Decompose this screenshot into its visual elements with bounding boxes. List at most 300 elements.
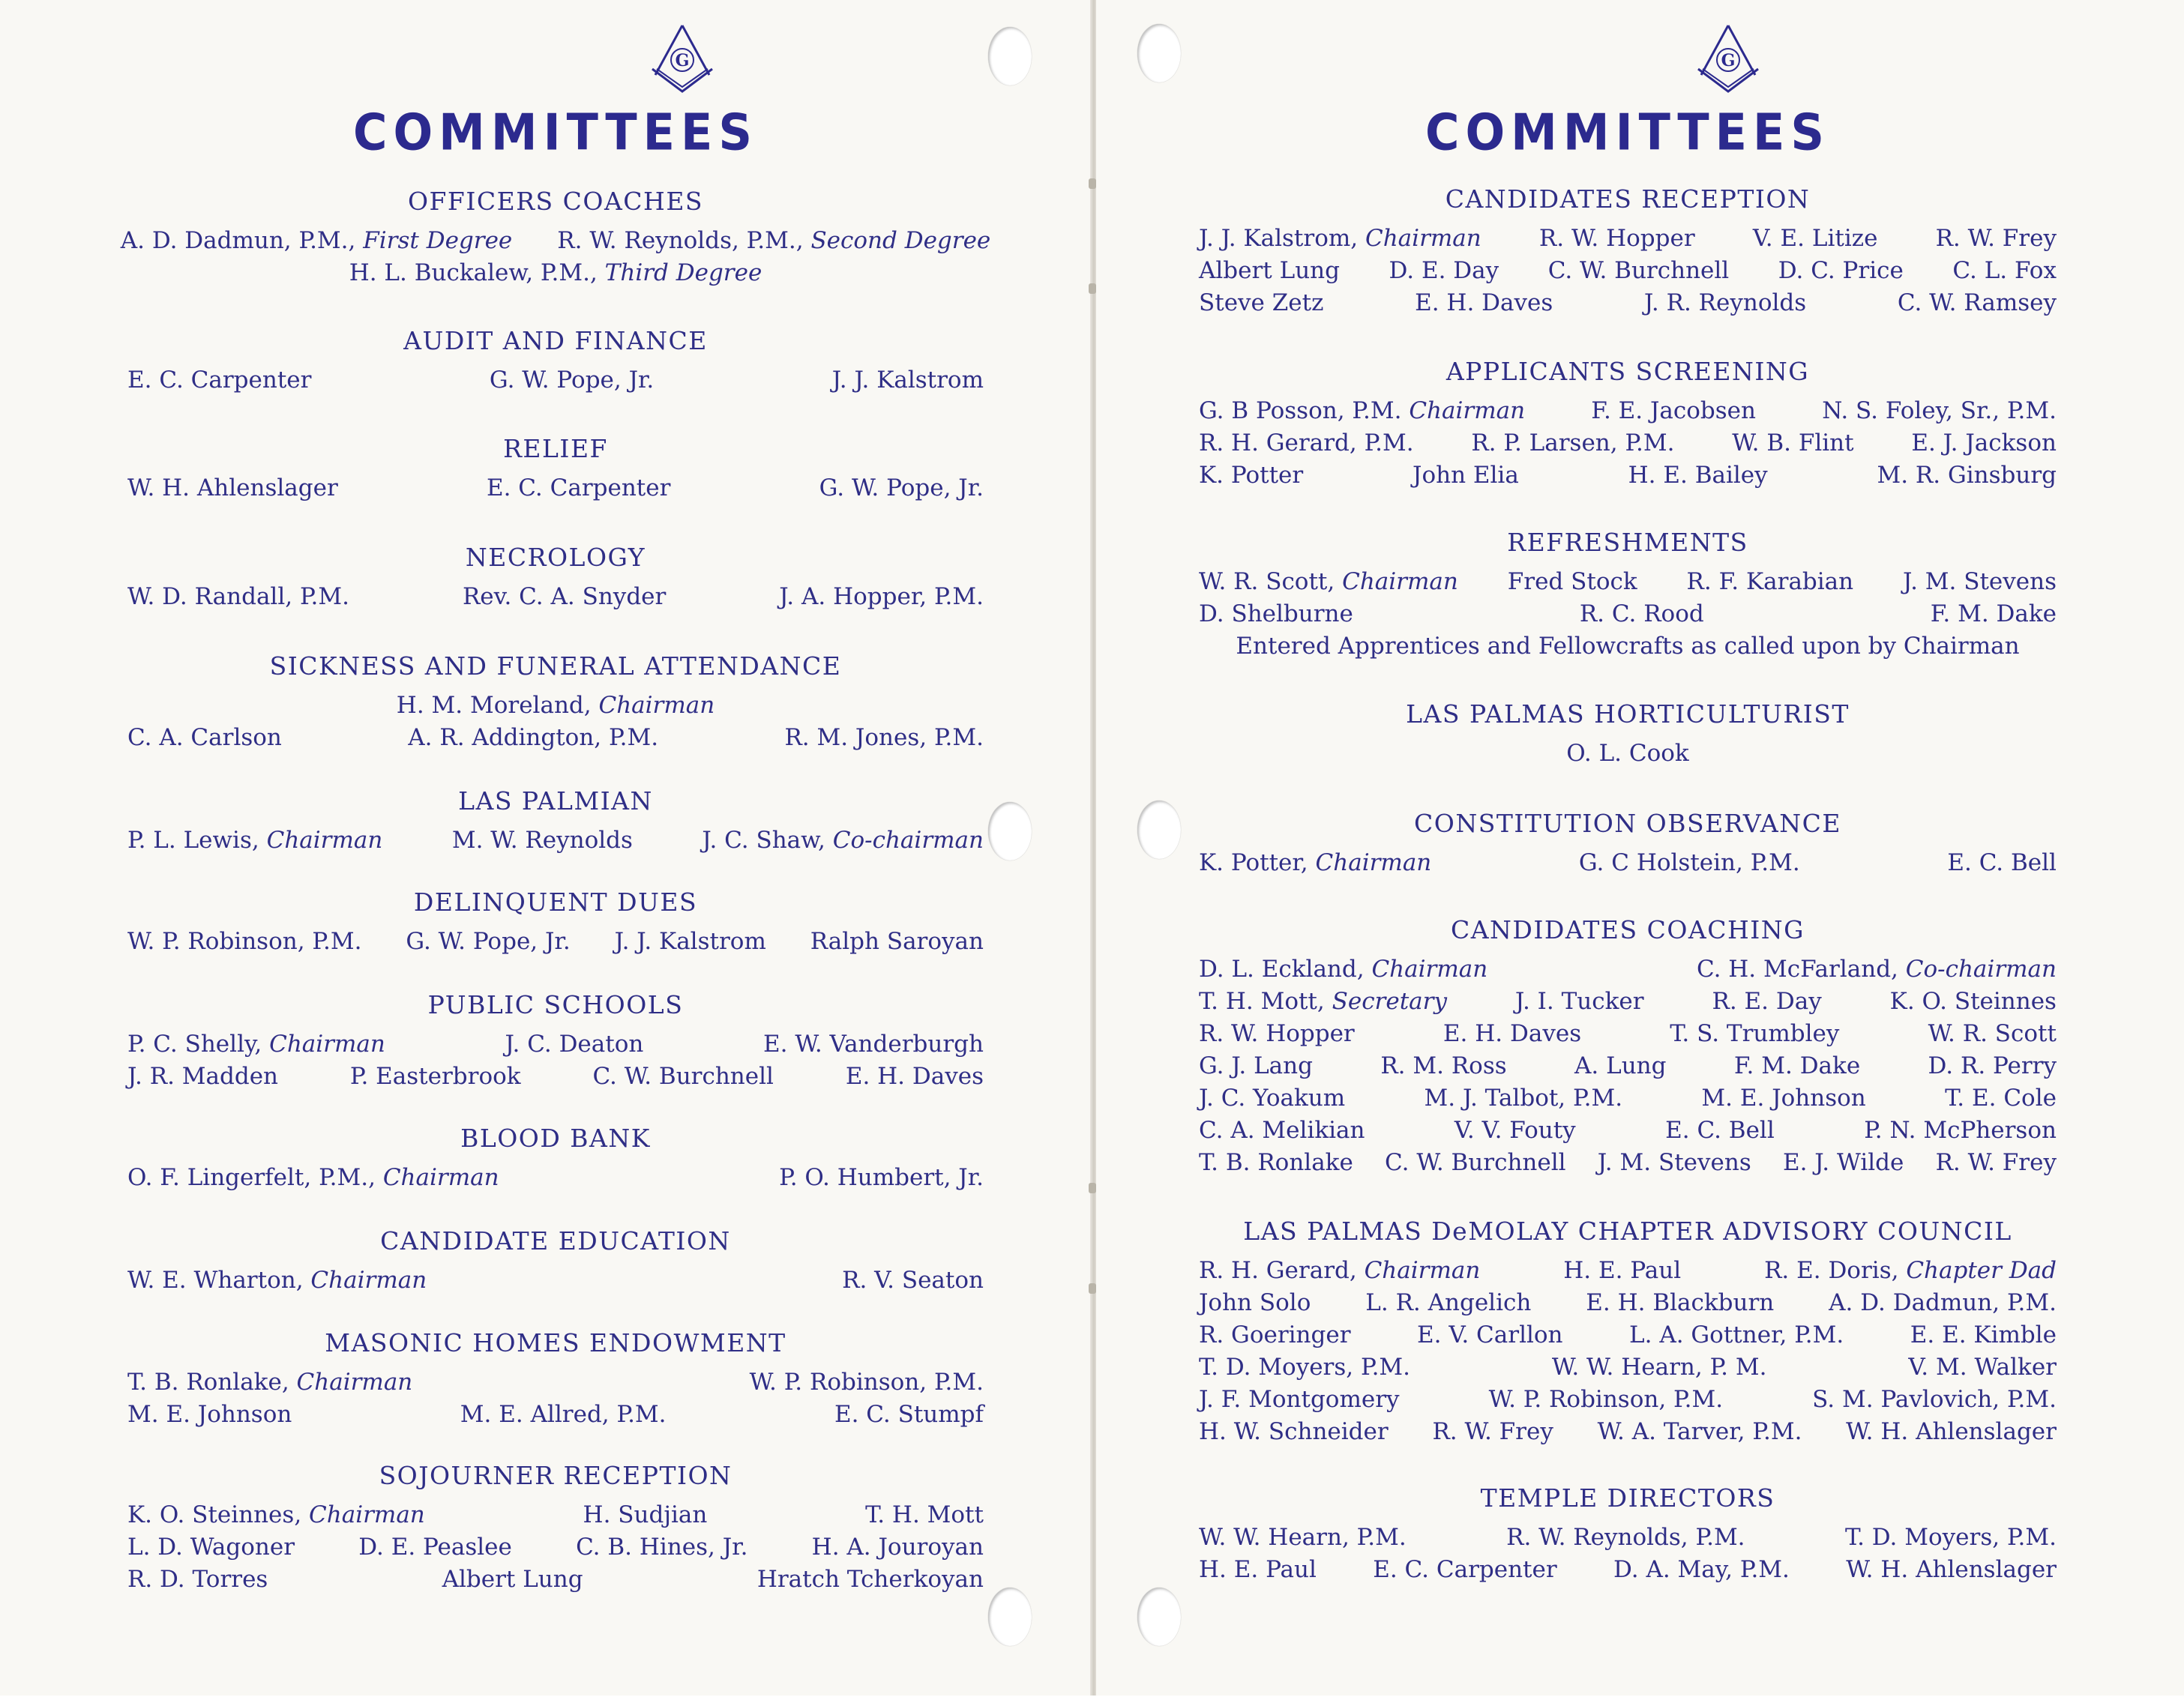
member-name: K. Potter, [1199, 849, 1308, 876]
member-row [1199, 1384, 2057, 1416]
committee-heading: NECROLOGY [465, 543, 646, 572]
member-role: Chairman [266, 827, 383, 854]
member-entry [1877, 459, 2057, 492]
member-entry [1864, 1115, 2057, 1147]
member-name: S. M. Pavlovich, P.M. [1812, 1386, 2057, 1413]
svg-text:G: G [675, 51, 690, 70]
member-entry [1665, 1115, 1775, 1147]
member-row [1199, 566, 2057, 598]
member-entry [1628, 459, 1768, 492]
staple [1089, 178, 1096, 189]
member-name: T. B. Ronlake [1199, 1149, 1353, 1176]
member-entry [1936, 1147, 2057, 1179]
member-name: H. Sudjian [583, 1501, 708, 1528]
member-entry [1947, 847, 2057, 879]
member-entry [1425, 1082, 1623, 1115]
member-name: E. H. Daves [1443, 1020, 1582, 1047]
member-entry [1598, 1416, 1802, 1448]
committee-temple-directors [1199, 1484, 2057, 1586]
member-entry [832, 364, 984, 397]
member-name: H. E. Bailey [1628, 462, 1768, 489]
member-role: Third Degree [604, 259, 762, 286]
member-name: P. Easterbrook [349, 1063, 521, 1090]
binder-hole-top [988, 27, 1032, 85]
member-row [127, 690, 984, 722]
committee-las-palmas-demolay-chapter-advisory-council [1199, 1217, 2057, 1448]
member-name: W. P. Robinson, P.M. [1488, 1386, 1724, 1413]
member-name: D. E. Day [1389, 257, 1499, 284]
member-role: Chairman [269, 1031, 385, 1058]
member-row [127, 581, 984, 613]
member-name: M. J. Talbot, P.M. [1424, 1085, 1623, 1112]
member-name: H. A. Jouroyan [811, 1534, 984, 1561]
member-entry [1928, 1018, 2057, 1050]
member-entry [1579, 847, 1800, 879]
member-name: L. D. Wagoner [127, 1534, 295, 1561]
member-entry [1928, 1050, 2057, 1082]
member-row [1199, 255, 2057, 287]
member-role: Chairman [310, 1267, 427, 1294]
member-name: W. H. Ahlenslager [127, 474, 338, 501]
member-name: J. I. Tucker [1514, 988, 1644, 1015]
member-entry [1812, 1384, 2057, 1416]
member-name: G. J. Lang [1199, 1052, 1313, 1079]
member-name: C. W. Ramsey [1897, 289, 2057, 316]
member-row [1199, 223, 2057, 255]
member-name: C. A. Carlson [127, 724, 282, 751]
committee-candidates-reception [1199, 185, 2057, 319]
member-name: E. E. Kimble [1910, 1321, 2057, 1348]
member-name: R. W. Hopper [1538, 225, 1695, 252]
member-name: M. R. Ginsburg [1877, 462, 2057, 489]
member-entry [1199, 255, 1340, 287]
committee-heading: TEMPLE DIRECTORS [1480, 1483, 1775, 1513]
member-name: T. H. Mott [865, 1501, 984, 1528]
member-name: Fred Stock [1507, 568, 1637, 595]
member-name: K. O. Steinnes, [127, 1501, 302, 1528]
member-role: Chairman [296, 1369, 413, 1396]
member-name: A. D. Dadmun, P.M. [1829, 1289, 2057, 1316]
committee-heading: PUBLIC SCHOOLS [427, 990, 684, 1019]
member-name: G. W. Pope, Jr. [406, 928, 571, 955]
member-entry [1566, 738, 1688, 770]
member-row [1199, 1082, 2057, 1115]
committee-applicants-screening [1199, 358, 2057, 492]
member-role: Second Degree [810, 227, 991, 254]
member-entry [127, 1162, 499, 1194]
member-row [1199, 1255, 2057, 1287]
member-name: R. W. Hopper [1199, 1020, 1355, 1047]
member-entry [1552, 1351, 1767, 1384]
member-entry [557, 225, 990, 257]
member-entry [1734, 1050, 1860, 1082]
member-entry [127, 825, 382, 857]
committee-heading: LAS PALMAS DeMOLAY CHAPTER ADVISORY COUNCIL [1243, 1217, 2012, 1246]
member-entry [1908, 1351, 2057, 1384]
member-entry [1898, 287, 2057, 319]
member-name: D. Shelburne [1199, 600, 1353, 627]
member-role: Chairman [1365, 225, 1481, 252]
committee-audit-and-finance [127, 327, 984, 397]
member-entry [127, 1531, 295, 1564]
member-name: E. J. Wilde [1782, 1149, 1904, 1176]
committee-necrology [127, 543, 984, 613]
member-entry [1199, 1351, 1410, 1384]
member-name: W. B. Flint [1732, 429, 1854, 456]
member-entry [779, 581, 984, 613]
member-entry [1199, 1018, 1355, 1050]
member-name: J. J. Kalstrom [614, 928, 766, 955]
member-name: D. R. Perry [1928, 1052, 2057, 1079]
member-entry [1846, 1554, 2057, 1586]
member-name: K. O. Steinnes [1889, 988, 2057, 1015]
member-name: W. H. Ahlenslager [1846, 1556, 2057, 1583]
member-name: J. C. Yoakum [1199, 1085, 1346, 1112]
member-entry [583, 1499, 708, 1531]
member-entry [487, 472, 670, 504]
member-entry [349, 257, 762, 289]
member-row [1199, 1522, 2057, 1554]
committee-heading: AUDIT AND FINANCE [403, 326, 708, 355]
member-row [127, 722, 984, 754]
staple [1089, 1183, 1096, 1193]
member-entry [1443, 1018, 1581, 1050]
member-name: D. E. Peaslee [358, 1534, 512, 1561]
committee-public-schools [127, 991, 984, 1093]
member-name: R. W. Frey [1935, 1149, 2057, 1176]
member-entry [1508, 566, 1637, 598]
member-entry [1764, 1255, 2057, 1287]
member-entry [121, 225, 513, 257]
member-row [1199, 1319, 2057, 1351]
member-entry [127, 722, 282, 754]
member-name: T. D. Moyers, P.M. [1199, 1354, 1411, 1381]
member-entry [1591, 395, 1756, 427]
member-row [127, 1028, 984, 1061]
committee-las-palmian [127, 787, 984, 857]
member-entry [757, 1564, 984, 1596]
member-entry [1697, 953, 2057, 986]
member-role: Co-chairman [1905, 956, 2057, 983]
member-name: R. M. Jones, P.M. [784, 724, 984, 751]
member-name: T. E. Cole [1945, 1085, 2057, 1112]
member-name: H. M. Moreland, [396, 692, 592, 719]
committee-heading: CANDIDATES COACHING [1450, 915, 1805, 944]
member-name: J. A. Hopper, P.M. [779, 583, 984, 610]
binder-hole-bottom [988, 1588, 1032, 1646]
member-row [1199, 459, 2057, 492]
member-entry [702, 825, 984, 857]
member-entry [408, 722, 658, 754]
member-name: H. E. Paul [1199, 1556, 1317, 1583]
member-entry [865, 1499, 984, 1531]
member-name: W. R. Scott [1928, 1020, 2057, 1047]
member-entry [1365, 1287, 1531, 1319]
member-name: R. Goeringer [1199, 1321, 1351, 1348]
member-name: C. W. Burchnell [1547, 257, 1730, 284]
member-row [127, 257, 984, 289]
member-entry [1644, 287, 1806, 319]
member-entry [463, 581, 666, 613]
member-entry [1455, 1115, 1576, 1147]
member-entry [1829, 1287, 2057, 1319]
right-page [1096, 0, 2184, 1696]
member-name: D. C. Price [1778, 257, 1904, 284]
member-name: H. L. Buckalew, P.M., [349, 259, 598, 286]
committee-heading: MASONIC HOMES ENDOWMENT [325, 1328, 786, 1357]
member-entry [779, 1162, 984, 1194]
member-name: J. J. Kalstrom, [1199, 225, 1359, 252]
committee-heading: RELIEF [503, 434, 608, 463]
member-entry [127, 1399, 292, 1431]
committee-constitution-observance [1199, 810, 2057, 879]
member-name: Albert Lung [1199, 257, 1340, 284]
member-entry [1432, 1416, 1553, 1448]
member-entry [1613, 1554, 1790, 1586]
committee-delinquent-dues [127, 888, 984, 958]
member-name: H. W. Schneider [1199, 1418, 1389, 1445]
member-entry [1753, 223, 1878, 255]
member-entry [1199, 1050, 1313, 1082]
member-name: J. R. Reynolds [1643, 289, 1807, 316]
binder-hole-middle [1137, 801, 1181, 859]
member-entry [1199, 953, 1487, 986]
member-name: G. C Holstein, P.M. [1578, 849, 1800, 876]
member-entry [812, 1531, 984, 1564]
member-name: John Elia [1413, 462, 1519, 489]
member-row [127, 1366, 984, 1399]
committee-sickness-and-funeral-attendance [127, 652, 984, 754]
member-name: W. A. Tarver, P.M. [1597, 1418, 1802, 1445]
member-entry [1380, 1050, 1506, 1082]
member-row [1199, 427, 2057, 459]
member-row [1199, 1018, 2057, 1050]
member-row [1199, 1416, 2057, 1448]
member-name: P. C. Shelly, [127, 1031, 262, 1058]
member-role: Chairman [382, 1164, 499, 1191]
committee-heading: LAS PALMIAN [458, 786, 653, 816]
member-row [1199, 738, 2057, 770]
member-entry [127, 364, 311, 397]
committee-heading: SICKNESS AND FUNERAL ATTENDANCE [269, 651, 842, 681]
member-entry [1199, 986, 1447, 1018]
member-entry [1199, 1319, 1351, 1351]
committee-heading: CANDIDATE EDUCATION [380, 1226, 731, 1256]
committee-candidate-education [127, 1227, 984, 1297]
member-name: P. N. McPherson [1864, 1117, 2057, 1144]
member-row [120, 225, 991, 257]
member-name: J. C. Deaton [505, 1031, 644, 1058]
member-name: T. B. Ronlake, [127, 1369, 289, 1396]
member-name: C. W. Burchnell [592, 1063, 774, 1090]
member-row [1199, 630, 2057, 663]
binder-hole-middle [988, 802, 1032, 860]
member-entry [1199, 1416, 1389, 1448]
committee-heading: REFRESHMENTS [1507, 528, 1748, 557]
member-name: R. P. Larsen, P.M. [1471, 429, 1675, 456]
member-entry [127, 926, 361, 958]
member-name: E. C. Carpenter [127, 367, 312, 394]
member-name: N. S. Foley, Sr., P.M. [1822, 397, 2057, 424]
member-entry [127, 1366, 412, 1399]
member-entry [1413, 459, 1519, 492]
member-name: E. C. Bell [1947, 849, 2057, 876]
member-role: Chairman [1409, 397, 1526, 424]
member-name: A. D. Dadmun, P.M., [120, 227, 356, 254]
member-entry [127, 1499, 425, 1531]
member-row [1199, 1147, 2057, 1179]
member-entry [1199, 1147, 1353, 1179]
member-entry [810, 926, 984, 958]
member-row [127, 1265, 984, 1297]
member-name: J. F. Montgomery [1199, 1386, 1400, 1413]
page-title: COMMITTEES [352, 103, 759, 162]
member-entry [763, 1028, 984, 1061]
member-name: W. W. Hearn, P. M. [1551, 1354, 1767, 1381]
member-name: R. W. Reynolds, P.M. [1506, 1524, 1745, 1551]
member-row [1199, 1351, 2057, 1384]
committee-heading: APPLICANTS SCREENING [1446, 357, 1810, 386]
member-name: M. E. Johnson [127, 1401, 292, 1428]
svg-text:G: G [1721, 51, 1736, 70]
member-row [127, 1162, 984, 1194]
member-row [1199, 847, 2057, 879]
square-compass-g-emblem-icon [648, 22, 717, 96]
committee-relief [127, 435, 984, 504]
member-row [127, 1564, 984, 1596]
member-name: E. C. Carpenter [1373, 1556, 1557, 1583]
member-entry [1199, 223, 1481, 255]
member-entry [1580, 598, 1704, 630]
member-role: Chairman [1342, 568, 1458, 595]
member-entry [1199, 1287, 1311, 1319]
member-name: M. E. Allred, P.M. [460, 1401, 667, 1428]
member-entry [784, 722, 984, 754]
member-name: V. M. Walker [1908, 1354, 2057, 1381]
member-entry [819, 472, 984, 504]
member-name: R. W. Frey [1935, 225, 2057, 252]
member-entry [460, 1399, 667, 1431]
member-name: W. E. Wharton, [127, 1267, 304, 1294]
member-name: Steve Zetz [1199, 289, 1324, 316]
member-name: W. R. Scott, [1199, 568, 1335, 595]
member-entry [127, 581, 349, 613]
member-name: G. W. Pope, Jr. [819, 474, 984, 501]
member-entry [1515, 986, 1644, 1018]
committee-heading: LAS PALMAS HORTICULTURIST [1406, 699, 1850, 729]
binder-hole-bottom [1137, 1588, 1181, 1646]
member-name: John Solo [1199, 1289, 1311, 1316]
member-entry [350, 1061, 521, 1093]
member-name: Hratch Tcherkoyan [756, 1566, 984, 1593]
member-entry [127, 472, 338, 504]
member-entry [1199, 459, 1303, 492]
member-name: E. C. Stumpf [834, 1401, 984, 1428]
member-entry [1586, 1287, 1774, 1319]
member-name: E. V. Carllon [1417, 1321, 1563, 1348]
member-role: First Degree [363, 227, 513, 254]
page-bottom-edge [0, 1696, 2184, 1706]
member-name: E. J. Jackson [1911, 429, 2057, 456]
member-entry [842, 1265, 984, 1297]
member-name: G. B Posson, P.M. [1199, 397, 1402, 424]
member-entry [1415, 287, 1553, 319]
member-entry [1199, 847, 1431, 879]
member-name: J. J. Kalstrom [831, 367, 984, 394]
member-entry [1199, 395, 1525, 427]
member-entry [1373, 1554, 1556, 1586]
member-name: Albert Lung [442, 1566, 583, 1593]
member-name: K. Potter [1199, 462, 1304, 489]
member-role: Chairman [309, 1501, 425, 1528]
member-name: C. A. Melikian [1199, 1117, 1365, 1144]
member-row [1199, 1050, 2057, 1082]
member-name: D. L. Eckland, [1199, 956, 1365, 983]
committee-refreshments [1199, 528, 2057, 663]
member-entry [1539, 223, 1695, 255]
member-name: P. L. Lewis, [127, 827, 259, 854]
member-entry [127, 1265, 427, 1297]
member-name: O. L. Cook [1566, 740, 1689, 767]
member-name: C. H. McFarland, [1696, 956, 1898, 983]
member-entry [1783, 1147, 1904, 1179]
member-entry [1845, 1522, 2057, 1554]
member-entry [1385, 1147, 1566, 1179]
member-entry [1199, 566, 1458, 598]
member-role: Chapter Dad [1906, 1257, 2057, 1284]
member-role: Chairman [1371, 956, 1488, 983]
member-name: W. P. Robinson, P.M. [749, 1369, 984, 1396]
member-name: F. E. Jacobsen [1591, 397, 1756, 424]
member-entry [1389, 255, 1499, 287]
member-name: R. W. Frey [1432, 1418, 1553, 1445]
member-entry [127, 1028, 385, 1061]
member-name: M. W. Reynolds [451, 827, 633, 854]
member-entry [442, 1564, 583, 1596]
member-name: Rev. C. A. Snyder [462, 583, 667, 610]
member-entry [1701, 1082, 1865, 1115]
member-entry [1732, 427, 1853, 459]
committee-heading: CANDIDATES RECEPTION [1445, 184, 1811, 214]
member-name: W. H. Ahlenslager [1846, 1418, 2057, 1445]
committee-heading: DELINQUENT DUES [413, 887, 698, 917]
member-row [127, 1399, 984, 1431]
member-entry [1903, 566, 2057, 598]
member-entry [1563, 1255, 1681, 1287]
member-entry [1822, 395, 2057, 427]
member-entry [592, 1061, 774, 1093]
member-entry [1236, 630, 2019, 663]
member-name: T. S. Trumbley [1670, 1020, 1840, 1047]
member-name: R. D. Torres [127, 1566, 268, 1593]
staple [1089, 1283, 1096, 1294]
member-name: W. P. Robinson, P.M. [127, 928, 362, 955]
member-row [1199, 395, 2057, 427]
member-name: F. M. Dake [1930, 600, 2057, 627]
member-name: J. M. Stevens [1597, 1149, 1751, 1176]
member-entry [750, 1366, 984, 1399]
member-entry [1506, 1522, 1745, 1554]
member-entry [1471, 427, 1674, 459]
member-name: G. W. Pope, Jr. [489, 367, 655, 394]
member-name: W. D. Randall, P.M. [127, 583, 349, 610]
member-name: E. H. Daves [845, 1063, 984, 1090]
committee-heading: BLOOD BANK [460, 1124, 651, 1153]
member-row [1199, 1115, 2057, 1147]
member-name: R. H. Gerard, P.M. [1199, 429, 1414, 456]
member-entry [406, 926, 570, 958]
member-entry [127, 1061, 278, 1093]
